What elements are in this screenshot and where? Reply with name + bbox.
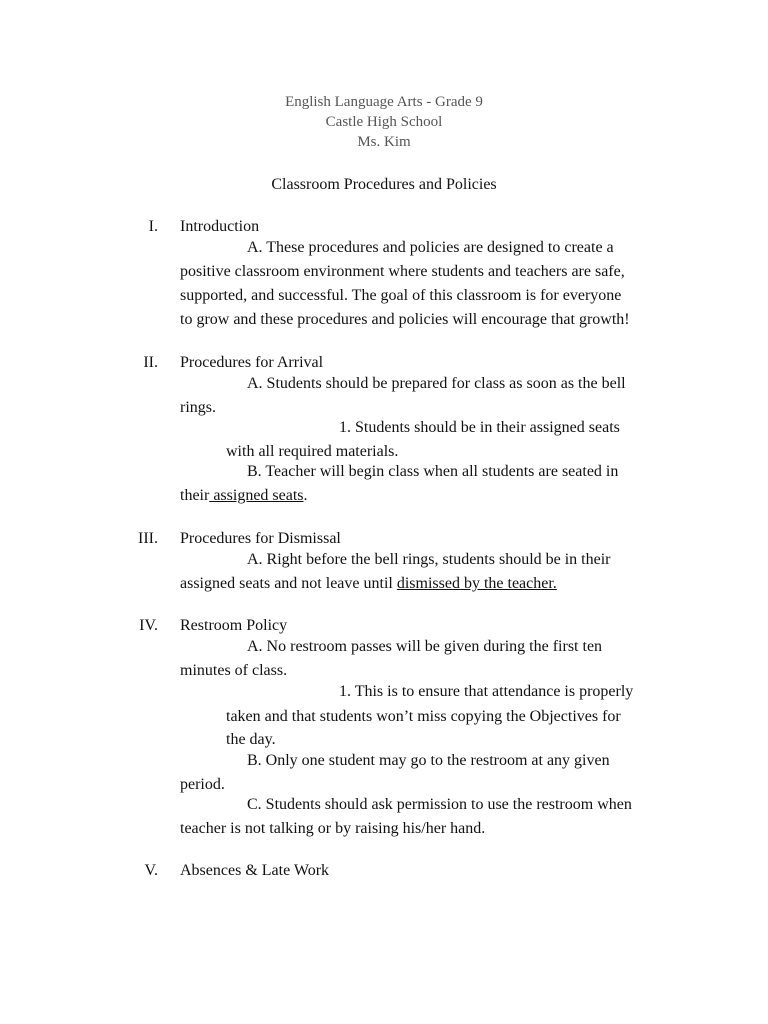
paragraph-line: teacher is not talking or by raising his/her hand. [180, 820, 486, 837]
section-heading: Restroom Policy [180, 617, 288, 634]
text-run: assigned seats and not leave until [180, 575, 397, 592]
section-numeral: V. [144, 862, 158, 879]
section-numeral: III. [138, 530, 158, 547]
text-run: . [303, 487, 308, 504]
underlined-text: dismissed by the teacher. [396, 575, 557, 592]
section-heading: Absences & Late Work [180, 862, 330, 879]
text-run: their [180, 487, 210, 504]
document-title: Classroom Procedures and Policies [271, 176, 497, 193]
section-heading: Procedures for Dismissal [180, 530, 341, 547]
paragraph-line [180, 487, 308, 505]
paragraph-line [180, 575, 557, 593]
section-numeral: II. [143, 354, 158, 371]
teacher-name: Ms. Kim [357, 134, 411, 150]
paragraph-line: the day. [226, 731, 276, 748]
paragraph-line: minutes of class. [180, 662, 288, 679]
school-name: Castle High School [325, 114, 443, 130]
paragraph-line: taken and that students won’t miss copying the Objectives for [226, 708, 621, 725]
underlined-text: assigned seats [209, 487, 304, 504]
paragraph-line: positive classroom environment where students and teachers are safe, [180, 263, 625, 280]
paragraph-line: A. These procedures and policies are designed to create a [247, 239, 614, 256]
paragraph-line: rings. [180, 399, 216, 416]
paragraph-line: A. No restroom passes will be given during the first ten [247, 638, 603, 655]
paragraph-line: 1. This is to ensure that attendance is properly [339, 683, 634, 700]
section-heading: Procedures for Arrival [180, 354, 324, 371]
paragraph-line: 1. Students should be in their assigned seats [339, 419, 620, 436]
paragraph-line: with all required materials. [226, 443, 399, 460]
section-numeral: IV. [139, 617, 158, 634]
course-name: English Language Arts - Grade 9 [285, 94, 483, 110]
paragraph-line: A. Students should be prepared for class as soon as the bell [247, 375, 626, 392]
paragraph-line: to grow and these procedures and policies will encourage that growth! [180, 311, 630, 328]
paragraph-line: period. [180, 776, 225, 793]
paragraph-line: C. Students should ask permission to use the restroom when [247, 796, 632, 813]
section-numeral: I. [148, 218, 158, 235]
paragraph-line: supported, and successful. The goal of this classroom is for everyone [180, 287, 622, 304]
section-heading: Introduction [180, 218, 260, 235]
paragraph-line: B. Teacher will begin class when all students are seated in [247, 463, 619, 480]
paragraph-line: B. Only one student may go to the restroom at any given [247, 752, 610, 769]
paragraph-line: A. Right before the bell rings, students should be in their [247, 551, 611, 568]
